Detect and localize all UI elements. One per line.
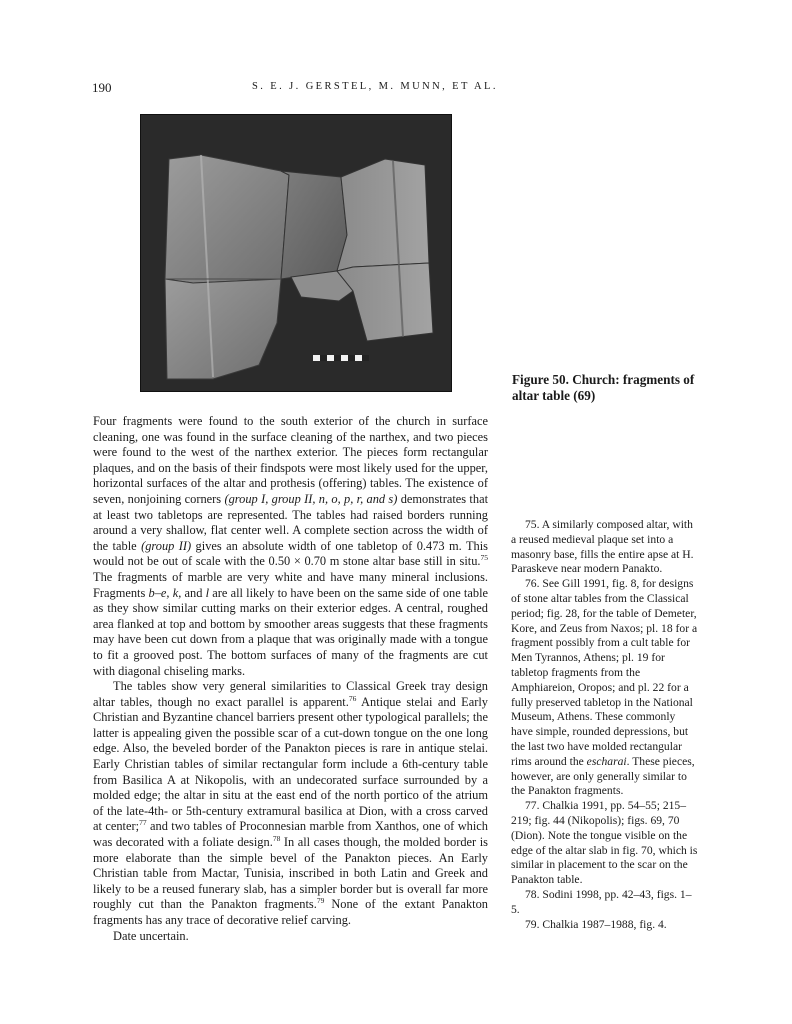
footnote-ref-79[interactable]: 79 — [316, 896, 325, 906]
footnote-78: 78. Sodini 1998, pp. 42–43, figs. 1–5. — [511, 887, 692, 916]
footnote-ref-77[interactable]: 77 — [139, 818, 147, 828]
paragraph-1: Four fragments were found to the south exterior of the church in surface cleaning, one was found in the surface cleaning of the narthex, and two pieces were found to the west of the narthex exterior. The pieces form rectangular plaques, and on the basis of their findspots were most likely used for the upper, horizontal surfaces of the altar and prothesis (offering) tables. The existence of seven, nonjoining corners (group I, group II, n, o, p, r, and s) demonstrates that at least two tabletops are represented. The tables had raised borders running around a very shallow, flat center well. A complete section across the width of the table (group II) gives an absolute width of one tabletop of 0.473 m. This would not be out of scale with the 0.50 × 0.70 m stone altar base still in situ.$^{75}$ The fragments of marble are very white and have many mineral inclusions. Fragments b–e, k, and l are all likely to have been on the same side of one table as they show similar cutting marks on their exterior edges. A central, roughed area flanked at top and bottom by smoother areas suggests that these fragments may have been cut down from a plaque that was originally made with a tongue to fit a grooved post. The bottom surfaces of many of the fragments are cut with diagonal chiseling marks. — [93, 414, 489, 678]
footnote-76: 76. See Gill 1991, fig. 8, for designs of stone altar tables from the Classical period; fig. 28, for the table of Demeter, Kore, and Zeus from Naxos; pl. 18 for a fragment possibly from a cult table for Men Tyrannos, Athens; pl. 19 for tabletop fragments from the Amphiareion, Oropos; and pl. 22 for a fully preserved tabletop in the National Museum, Athens. These commonly have simple, rounded depressions, but the last two have molded rectangular rims around the escharai. These pieces, however, are only generally similar to the Panakton fragments. — [511, 577, 698, 798]
figure-photo — [140, 114, 452, 392]
scale-bar — [313, 355, 369, 361]
footnote-ref-75[interactable]: 75 — [480, 553, 488, 563]
footnotes — [511, 518, 699, 932]
page-header — [92, 80, 700, 100]
altar-fragments-image — [141, 115, 451, 391]
paragraph-2: The tables show very general similarities to Classical Greek tray design altar tables, though no exact parallel is apparent.$^{76}$ Antique stelai and Early Christian and Byzantine chancel barriers present other typological parallels; the latter is appealing given the possible scar of a cut-down tongue on the one long edge. Also, the beveled border of the Panakton pieces is rare in antique stelai. Early Christian tables of similar rectangular form include a 6th-century table from Basilica A at Nikopolis, with an undecorated surface surrounded by a molded edge; the altar in situ at the east end of the north portico of the atrium of the late-4th- or 5th-century extramural basilica at Dion, with a cross carved at center;$^{77}$ and two tables of Proconnesian marble from Xanthos, one of which was decorated with a foliate design.$^{78}$ In all cases though, the molded border is more elaborate than the simple bevel of the Panakton pieces. An Early Christian table from Mactar, Tunisia, inscribed in both Latin and Greek and likely to be a reused funerary slab, has a simpler border but is overall far more roughly cut than the Panakton fragments.$^{79}$ None of the extant Panakton fragments has any trace of decorative relief carving. — [93, 679, 489, 927]
footnote-77: 77. Chalkia 1991, pp. 54–55; 215–219; fig. 44 (Nikopolis); figs. 69, 70 (Dion). Note the tongue visible on the edge of the altar slab in fig. 70, which is similar in placement to the scar on the Panakton table. — [511, 799, 698, 887]
footnote-ref-76[interactable]: 76 — [348, 693, 357, 703]
page-number: 190 — [92, 80, 112, 95]
figure-caption: Figure 50. Church: fragments of altar table (69) — [512, 372, 695, 403]
body-text — [93, 414, 488, 944]
footnote-ref-78[interactable]: 78 — [272, 834, 281, 844]
paragraph-3: Date uncertain. — [113, 928, 189, 943]
running-head: S. E. J. GERSTEL, M. MUNN, ET AL. — [252, 81, 498, 92]
footnote-79: 79. Chalkia 1987–1988, fig. 4. — [525, 917, 667, 931]
footnote-75: 75. A similarly composed altar, with a reused medieval plaque set into a masonry base, fills the entire apse at H. Paraskeve near modern Panakto. — [511, 518, 694, 576]
